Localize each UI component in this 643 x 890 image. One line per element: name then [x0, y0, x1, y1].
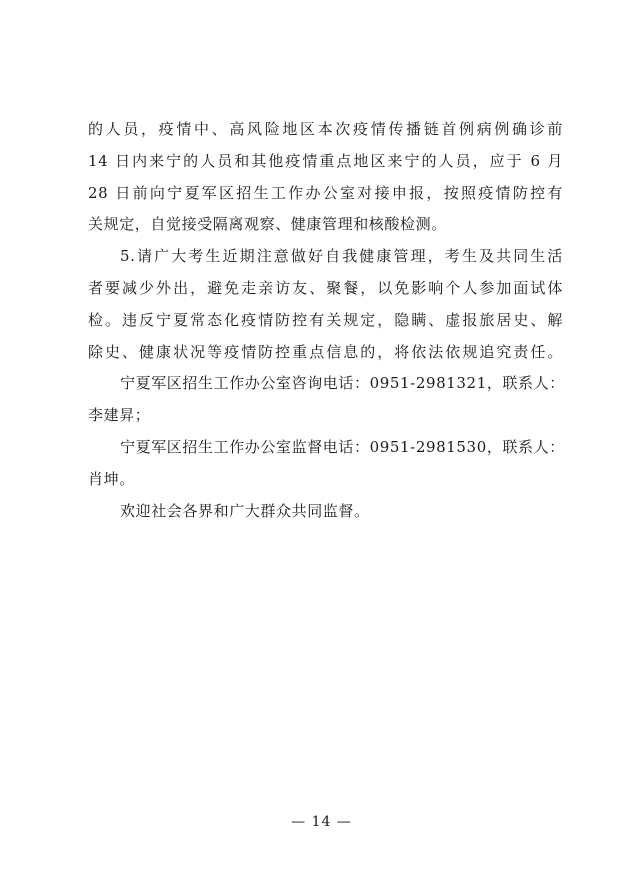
paragraph-line: 5.请广大考生近期注意做好自我健康管理，考生及共同生活	[120, 247, 563, 266]
paragraph-line: 28 日前向宁夏军区招生工作办公室对接申报，按照疫情防控有	[88, 183, 563, 202]
supervision-line: 肖坤。	[88, 469, 135, 488]
supervision-line: 宁夏军区招生工作办公室监督电话：0951-2981530，联系人：	[120, 437, 565, 456]
paragraph-line: 检。违反宁夏常态化疫情防控有关规定，隐瞒、虚报旅居史、解	[88, 310, 563, 329]
closing-line: 欢迎社会各界和广大群众共同监督。	[120, 501, 370, 520]
paragraph-line: 除史、健康状况等疫情防控重点信息的，将依法依规追究责任。	[88, 342, 563, 361]
paragraph-line: 14 日内来宁的人员和其他疫情重点地区来宁的人员，应于 6 月	[88, 151, 563, 170]
contact-line: 宁夏军区招生工作办公室咨询电话：0951-2981321，联系人：	[120, 374, 565, 393]
contact-line: 李建昇；	[88, 406, 151, 425]
paragraph-line: 者要减少外出，避免走亲访友、聚餐，以免影响个人参加面试体	[88, 278, 563, 297]
page-number: — 14 —	[291, 814, 352, 830]
document-body	[88, 117, 563, 530]
paragraph-line: 关规定，自觉接受隔离观察、健康管理和核酸检测。	[88, 215, 447, 234]
paragraph-line: 的人员，疫情中、高风险地区本次疫情传播链首例病例确诊前	[88, 120, 563, 138]
